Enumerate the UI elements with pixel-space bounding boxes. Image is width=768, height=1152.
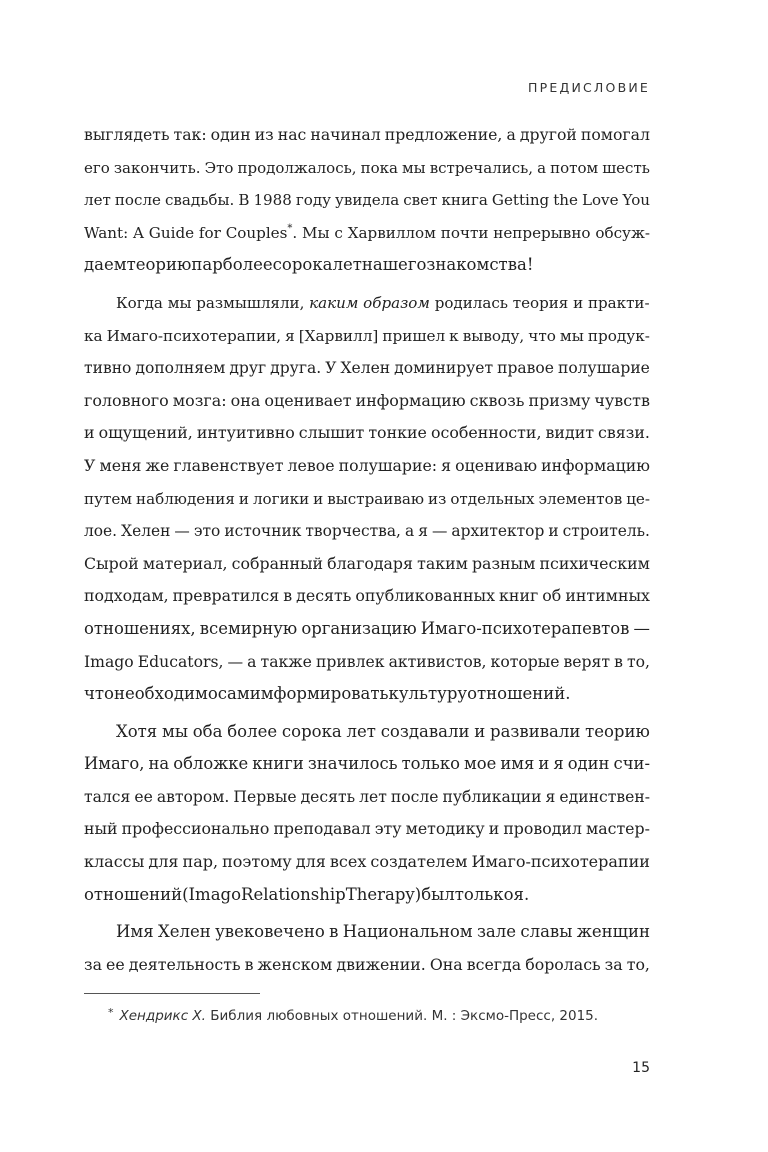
word: зале (476, 922, 517, 942)
word: в (614, 651, 623, 671)
word: из (428, 489, 447, 508)
word: всемирную (199, 618, 298, 638)
text-line (84, 781, 650, 814)
text-line (84, 184, 650, 217)
text-line (84, 249, 650, 282)
word: левое (287, 455, 335, 475)
word: я (553, 754, 564, 774)
word: — (227, 651, 244, 671)
text-line (84, 580, 650, 613)
word: ный (84, 819, 118, 839)
word: отношений (84, 884, 183, 904)
word: наблюдения (136, 489, 235, 508)
word: психическим (539, 553, 650, 573)
word: Она (429, 954, 463, 974)
word: пар, (182, 852, 219, 872)
word: свадьбы. (164, 191, 235, 210)
word: необходимо (113, 684, 218, 704)
paragraph-1 (84, 119, 650, 282)
word: отношений. (467, 684, 571, 704)
word: Имаго-психотерапии (471, 852, 650, 872)
word: Therapy) (345, 884, 422, 904)
text-line (84, 515, 650, 548)
word: я (418, 522, 428, 541)
word: профессионально (121, 819, 270, 839)
word: за (604, 954, 623, 974)
word: за (84, 954, 102, 974)
word: книга (441, 191, 488, 210)
word: меня (99, 455, 142, 475)
word: выводу, (462, 326, 525, 345)
word: потом (550, 158, 599, 177)
word: мы (162, 721, 188, 741)
word: и (474, 721, 486, 741)
word: десять (300, 787, 356, 806)
word: эту (374, 819, 402, 839)
word: лет (346, 721, 376, 741)
word: тонкие (368, 423, 427, 443)
text-line (84, 646, 650, 679)
word: В (238, 191, 250, 210)
word: активистов, (388, 651, 487, 671)
italic-phrase: каким образом (309, 293, 430, 312)
word: [Харвилл] (298, 326, 379, 345)
word: теорию (126, 255, 192, 275)
text-line (84, 287, 650, 320)
text-line (84, 152, 650, 185)
word: 1988 (253, 191, 292, 210)
book-title-text: Want: A Guide for Couples (84, 223, 288, 242)
footnote-author: Хендрикс Х. (119, 1008, 206, 1024)
word: — (633, 618, 650, 638)
word: методику (405, 819, 485, 839)
word: что (84, 684, 114, 704)
word: я (285, 326, 295, 345)
word: Хелен (340, 359, 391, 378)
word: женском (257, 954, 333, 974)
word: один (567, 754, 610, 774)
text-line (84, 119, 650, 152)
page-number: 15 (632, 1060, 650, 1076)
word: Getting (491, 191, 550, 210)
word: теорию (585, 721, 650, 741)
word: публикации (442, 787, 542, 806)
word: собранный (231, 553, 324, 573)
body-text (84, 119, 650, 981)
word: разным (471, 553, 536, 573)
word: и (313, 489, 324, 508)
word: особенности, (430, 423, 542, 443)
word: таким (417, 553, 468, 573)
word: году (295, 191, 331, 210)
word: полушарие: (338, 455, 438, 475)
text-line (84, 846, 650, 879)
word: для (148, 852, 179, 872)
word: главенствует (173, 455, 284, 475)
word: и (84, 423, 95, 443)
word: правое (497, 359, 554, 378)
word: так: (173, 125, 207, 144)
word: строитель. (562, 522, 650, 541)
word: Имя (116, 922, 154, 942)
word: для (295, 852, 326, 872)
word: Имаго-психотерапии, (106, 326, 282, 345)
word: автором. (156, 787, 230, 806)
text-line (84, 385, 650, 418)
word: отдельных (450, 489, 535, 508)
word: тивно (84, 359, 132, 378)
word: Love (581, 191, 619, 210)
text-line (84, 748, 650, 781)
word: выглядеть (84, 125, 170, 144)
word: информацию (541, 455, 650, 475)
word: материал, (142, 553, 228, 573)
footnote-divider (84, 993, 260, 994)
word: лет (332, 255, 362, 275)
word: сорока (272, 255, 333, 275)
word: культуру (388, 684, 468, 704)
word: Хелен (157, 922, 211, 942)
word: только (454, 884, 514, 904)
word: самим (217, 684, 274, 704)
word: У (325, 359, 337, 378)
word: более (222, 255, 273, 275)
text-with-footnote (84, 217, 650, 250)
word: связи. (598, 423, 650, 443)
text-line (84, 217, 650, 250)
text-line (84, 548, 650, 581)
word: шесть (602, 158, 650, 177)
text-line (84, 613, 650, 646)
word: и (488, 819, 500, 839)
footnote-mark: * (108, 1006, 114, 1019)
word: формировать (273, 684, 389, 704)
word: слышит (298, 423, 365, 443)
word: лет (84, 191, 111, 210)
word: мозга: (172, 390, 227, 410)
word: создавали (380, 721, 470, 741)
footnote-text: Библия любовных отношений. М. : Эксмо-Пресс, 2015. (210, 1008, 599, 1024)
word: значилось (307, 754, 398, 774)
word: которые (490, 651, 560, 671)
word: один (210, 125, 251, 144)
word: видит (545, 423, 594, 443)
word: что (528, 326, 556, 345)
paragraph-3 (84, 716, 650, 912)
word: его (84, 158, 110, 177)
word: выстраиваю (327, 489, 425, 508)
word: а (537, 158, 547, 177)
word: более (227, 721, 278, 741)
word: славы (520, 922, 573, 942)
word: я (545, 787, 556, 806)
word: Хотя (116, 721, 158, 741)
word: единствен- (559, 787, 650, 806)
word: и (548, 522, 559, 541)
word: архитектор (451, 522, 545, 541)
word: только (401, 754, 460, 774)
word: друга. (270, 359, 322, 378)
word: создателем (370, 852, 468, 872)
word: а (404, 522, 415, 541)
word: мы (559, 326, 584, 345)
word: продук- (587, 326, 650, 345)
word: привлек (315, 651, 385, 671)
word: встречались, (429, 158, 534, 177)
word: тался (84, 787, 131, 806)
word: поэтому (222, 852, 292, 872)
text-line (84, 450, 650, 483)
word: пар (191, 255, 223, 275)
word: книги (252, 754, 304, 774)
word: имя (500, 754, 535, 774)
word: чувств (594, 390, 650, 410)
word: обложке (173, 754, 249, 774)
word: и (538, 754, 550, 774)
word: и (238, 489, 249, 508)
word: интуитивно (196, 423, 295, 443)
text-line (84, 916, 650, 949)
word: доминирует (394, 359, 494, 378)
word: сорока (281, 721, 342, 741)
paragraph-4 (84, 916, 650, 981)
text-line (84, 716, 650, 749)
word: You (622, 191, 650, 210)
word: . Мы с Харвиллом почти непрерывно обсуж- (292, 223, 651, 242)
word: логики (252, 489, 310, 508)
word: дополняем (135, 359, 226, 378)
word: а (247, 651, 257, 671)
word: Imago (84, 651, 134, 671)
word: Первые (233, 787, 297, 806)
word: — (174, 522, 190, 541)
word: интимных (565, 586, 650, 606)
word: полушарие (557, 359, 650, 378)
word: (Imago (182, 884, 242, 904)
word: всех (329, 852, 367, 872)
text-line (84, 320, 650, 353)
text-line (84, 678, 650, 711)
text-line (84, 483, 650, 516)
word: превратился (172, 586, 280, 606)
word: был (421, 884, 455, 904)
running-head: ПРЕДИСЛОВИЕ (528, 80, 650, 95)
word: в (329, 922, 339, 942)
word: в (244, 954, 254, 974)
word: на (148, 754, 170, 774)
word: the (553, 191, 578, 210)
word: увековечено (215, 922, 325, 942)
word: развивали (490, 721, 581, 741)
word: источник (224, 522, 302, 541)
word: боролась (525, 954, 601, 974)
word: Сырой (84, 553, 139, 573)
word: У (84, 455, 96, 475)
word: продолжалось, (237, 158, 357, 177)
paragraph-2 (84, 287, 650, 711)
word: ее (106, 954, 125, 974)
word: то, (626, 954, 650, 974)
word: даем (84, 255, 127, 275)
word: Хелен (121, 522, 171, 541)
word: деятельность (128, 954, 241, 974)
word: пришел (382, 326, 446, 345)
text-with-italic (116, 287, 650, 320)
word: оцениваю (455, 455, 538, 475)
word: Когда мы размышляли, (116, 293, 305, 312)
word: информацию (355, 390, 466, 410)
word: всегда (466, 954, 522, 974)
word: предложение, (384, 125, 503, 144)
word: после (390, 787, 439, 806)
word: увидела (335, 191, 400, 210)
word: к (449, 326, 459, 345)
word: из (254, 125, 274, 144)
word: знакомства! (426, 255, 534, 275)
word: я. (513, 884, 530, 904)
word: Relationship (241, 884, 346, 904)
word: пока (360, 158, 398, 177)
word: друг (229, 359, 267, 378)
word: Это (204, 158, 234, 177)
word: це- (626, 489, 650, 508)
word: преподавал (273, 819, 371, 839)
word: другой (519, 125, 577, 144)
word: книг (499, 586, 539, 606)
word: она (230, 390, 261, 410)
word: мое (463, 754, 497, 774)
word: нашего (361, 255, 427, 275)
word: проводил (503, 819, 582, 839)
word: Educators, (137, 651, 224, 671)
word: родилась теория и практи- (434, 293, 650, 312)
word: оценивает (264, 390, 352, 410)
word: классы (84, 852, 145, 872)
word: элементов (538, 489, 623, 508)
word: это (193, 522, 221, 541)
word: в (283, 586, 293, 606)
word: — (431, 522, 448, 541)
word: также (260, 651, 312, 671)
word: сквозь (469, 390, 525, 410)
word: женщин (576, 922, 650, 942)
word: головного (84, 390, 169, 410)
word: же (145, 455, 170, 475)
word: начинал (310, 125, 381, 144)
word: после (114, 191, 161, 210)
word: подходам, (84, 586, 169, 606)
word: путем (84, 489, 133, 508)
word: Национальном (342, 922, 473, 942)
word: лет (359, 787, 387, 806)
word: я (441, 455, 452, 475)
text-line (84, 879, 650, 912)
word: ка (84, 326, 103, 345)
word: десять (296, 586, 352, 606)
word: оба (192, 721, 223, 741)
text-line (84, 417, 650, 450)
word: Имаго, (84, 754, 145, 774)
word: верят (563, 651, 611, 671)
word: отношениях, (84, 618, 196, 638)
word: а (506, 125, 516, 144)
word: благодаря (327, 553, 413, 573)
word: свет (403, 191, 438, 210)
word: лое. (84, 522, 118, 541)
word: мы (402, 158, 426, 177)
word: то, (626, 651, 650, 671)
word: помогал (580, 125, 650, 144)
footnote-reference[interactable]: * (287, 222, 293, 234)
word: призму (528, 390, 591, 410)
word: опубликованных (355, 586, 496, 606)
word: мастер- (586, 819, 650, 839)
word: организацию (301, 618, 417, 638)
text-line (84, 352, 650, 385)
word: закончить. (113, 158, 201, 177)
footnote (108, 1006, 598, 1024)
word: творчества, (305, 522, 401, 541)
text-line (84, 949, 650, 982)
word: нас (277, 125, 307, 144)
word: Имаго-психотерапевтов (420, 618, 630, 638)
word: движении. (336, 954, 426, 974)
text-line (84, 813, 650, 846)
word: ощущений, (98, 423, 193, 443)
word: ее (134, 787, 153, 806)
word: об (542, 586, 562, 606)
word: счи- (613, 754, 650, 774)
